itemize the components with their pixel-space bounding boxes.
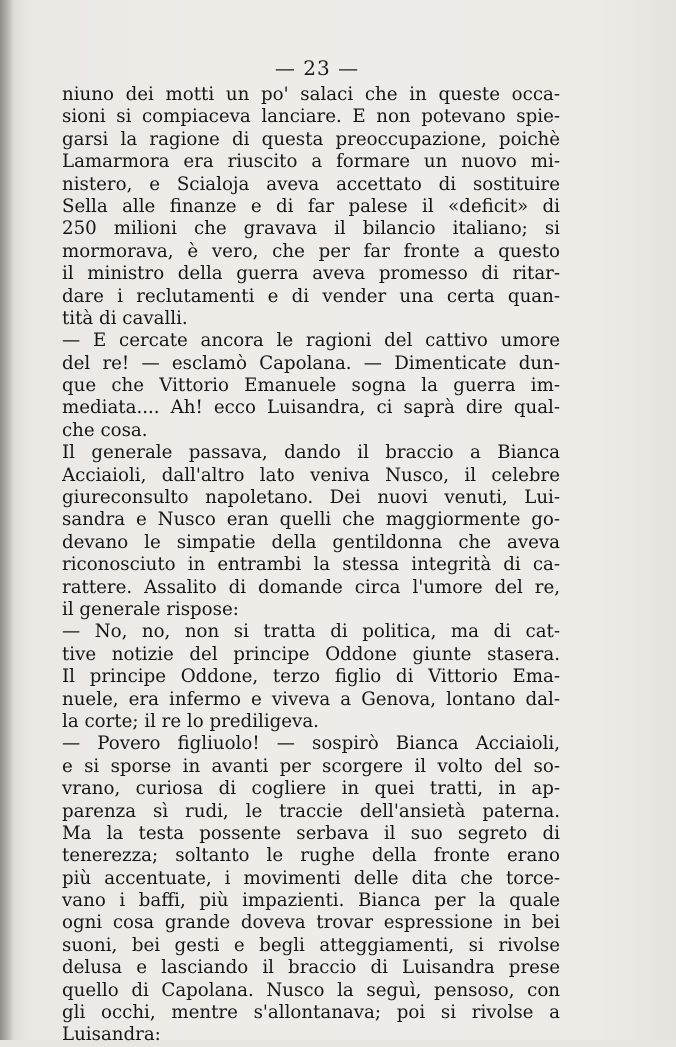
- text-line: tive notizie del principe Oddone giunte stasera.: [62, 643, 560, 665]
- text-line: delusa e lasciando il braccio di Luisandra prese: [62, 957, 560, 979]
- text-line: sioni si compiaceva lanciare. E non potevano spie-: [62, 106, 560, 128]
- spine-shadow: [0, 0, 14, 1040]
- text-line: — Povero figliuolo! — sospirò Bianca Acciaioli,: [62, 733, 560, 755]
- text-line: mediata.... Ah! ecco Luisandra, ci saprà dire qual-: [62, 397, 560, 419]
- text-line: Luisandra:: [62, 1024, 161, 1046]
- text-line: gli occhi, mentre s'allontanava; poi si rivolse a: [62, 1002, 560, 1024]
- text-line: Il principe Oddone, terzo figlio di Vittorio Ema-: [62, 666, 560, 688]
- text-line: sandra e Nusco eran quelli che maggiormente go-: [62, 509, 560, 531]
- text-line: giureconsulto napoletano. Dei nuovi venuti, Lui-: [62, 487, 560, 509]
- text-line: suoni, bei gesti e begli atteggiamenti, si rivolse: [62, 934, 560, 956]
- text-line: più accentuate, i movimenti delle dita che torce-: [62, 867, 560, 889]
- text-line: Acciaioli, dall'altro lato veniva Nusco, il celebre: [62, 464, 560, 486]
- text-line: 250 milioni che gravava il bilancio italiano; si: [62, 218, 560, 240]
- body-text: [62, 84, 560, 1047]
- text-line: Sella alle finanze e di far palese il «deficit» di: [62, 195, 560, 217]
- text-line: e si sporse in avanti per scorgere il volto del so-: [62, 755, 560, 777]
- text-line: garsi la ragione di questa preoccupazione, poichè: [62, 128, 560, 150]
- text-line: mormorava, è vero, che per far fronte a questo: [62, 240, 560, 262]
- text-line: riconosciuto in entrambi la stessa integrità di ca-: [62, 554, 560, 576]
- text-line: — No, no, non si tratta di politica, ma di cat-: [62, 621, 560, 643]
- text-line: rattere. Assalito di domande circa l'umore del re,: [62, 576, 560, 598]
- text-line: che cosa.: [62, 419, 148, 441]
- text-line: vrano, curiosa di cogliere in quei tratti, in ap-: [62, 778, 560, 800]
- text-line: vano i baffi, più impazienti. Bianca per la quale: [62, 890, 560, 912]
- text-line: nistero, e Scialoja aveva accettato di sostituire: [62, 173, 560, 195]
- text-line: il generale rispose:: [62, 598, 239, 620]
- page-number: — 23 —: [274, 56, 360, 80]
- text-line: tità di cavalli.: [62, 307, 188, 329]
- text-line: Il generale passava, dando il braccio a Bianca: [62, 442, 560, 464]
- text-line: — E cercate ancora le ragioni del cattivo umore: [62, 330, 560, 352]
- text-line: del re! — esclamò Capolana. — Dimenticate dun-: [62, 352, 560, 374]
- text-line: devano le simpatie della gentildonna che aveva: [62, 531, 560, 553]
- text-line: nuele, era infermo e viveva a Genova, lontano dal-: [62, 688, 560, 710]
- text-line: Ma la testa possente serbava il suo segreto di: [62, 822, 560, 844]
- text-line: la corte; il re lo prediligeva.: [62, 710, 319, 732]
- text-line: dare i reclutamenti e di vender una certa quan-: [62, 285, 560, 307]
- text-line: Lamarmora era riuscito a formare un nuovo mi-: [62, 151, 560, 173]
- text-line: tenerezza; soltanto le rughe della fronte erano: [62, 845, 560, 867]
- text-line: il ministro della guerra aveva promesso di ritar-: [62, 263, 560, 285]
- text-line: parenza sì rudi, le traccie dell'ansietà paterna.: [62, 800, 560, 822]
- text-line: que che Vittorio Emanuele sogna la guerra im-: [62, 375, 560, 397]
- text-line: ogni cosa grande doveva trovar espressione in bei: [62, 912, 560, 934]
- text-line: quello di Capolana. Nusco la seguì, pensoso, con: [62, 979, 560, 1001]
- text-line: niuno dei motti un po' salaci che in queste occa-: [62, 84, 560, 105]
